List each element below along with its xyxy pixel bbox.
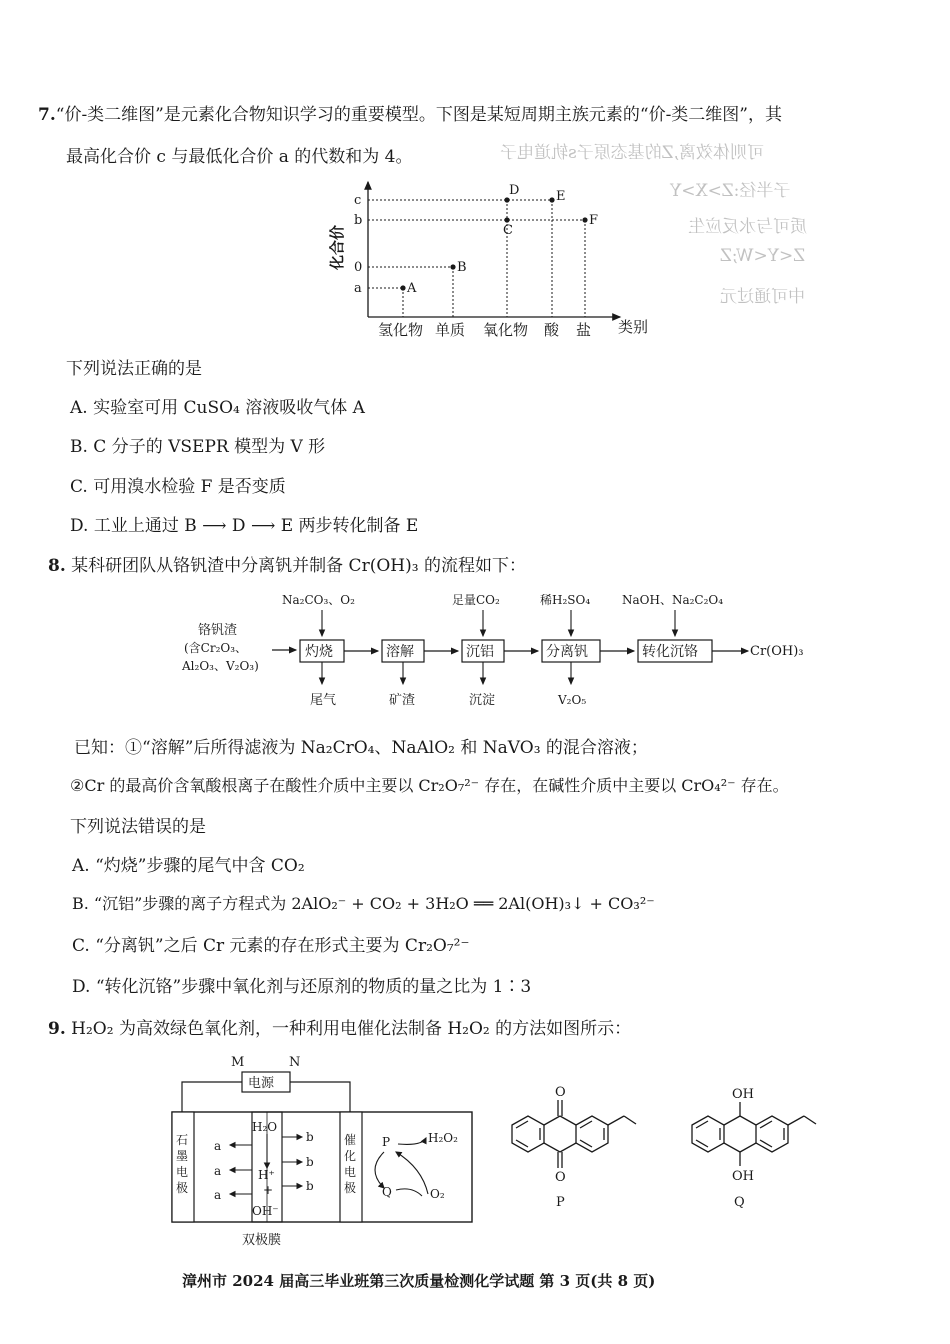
q9-stem-text: H₂O₂ 为高效绿色氧化剂，一种利用电催化法制备 H₂O₂ 的方法如图所示： (71, 1019, 632, 1039)
svg-text:a: a (214, 1164, 222, 1178)
q8-option-a: A. “灼烧”步骤的尾气中含 CO₂ (72, 856, 305, 876)
bleed-line-4: Z<Y<W;Z (720, 246, 806, 266)
q7-ytick-0: 0 (354, 260, 363, 275)
q7-stem-text1: “价-类二维图”是元素化合物知识学习的重要模型。下图是某短周期主族元素的“价-类二维图”，其 (55, 105, 783, 125)
svg-text:石: 石 (176, 1133, 189, 1147)
q9-cycle-o2: O₂ (430, 1187, 445, 1201)
svg-text:b: b (306, 1155, 314, 1169)
q7-option-b: B. C 分子的 VSEPR 模型为 V 形 (70, 437, 326, 457)
q7-xtick-salt: 盐 (576, 321, 592, 339)
svg-text:电: 电 (344, 1165, 357, 1179)
q7-point-A (400, 285, 405, 290)
q7-point-F (582, 217, 587, 222)
q7-label-B: B (457, 260, 467, 275)
svg-text:H⁺: H⁺ (258, 1168, 275, 1182)
q9-mol-P-label: P (556, 1195, 565, 1210)
svg-text:O: O (555, 1085, 566, 1100)
q8-output-3: 沉淀 (469, 693, 496, 708)
svg-text:OH: OH (732, 1169, 754, 1184)
svg-text:a: a (214, 1188, 222, 1202)
svg-text:墨: 墨 (176, 1149, 189, 1163)
q7-prompt: 下列说法正确的是 (66, 359, 202, 379)
q9-stem (48, 1014, 631, 1039)
q9-cell-diagram (160, 1048, 490, 1248)
q7-xtick-element: 单质 (435, 321, 466, 339)
q7-label-A: A (407, 281, 417, 296)
q7-option-a: A. 实验室可用 CuSO₄ 溶液吸收气体 A (70, 398, 365, 418)
q7-point-C (504, 217, 509, 222)
q8-number: 8. (48, 556, 66, 576)
bleed-line-5: 中可通过元 (720, 287, 805, 307)
q9-molecule-P (500, 1080, 650, 1215)
q9-cycle-Q: Q (382, 1185, 392, 1199)
svg-text:b: b (306, 1179, 314, 1193)
bleed-line-3: 质可与水反应生 (688, 217, 807, 237)
q8-known-1: 已知：①“溶解”后所得滤液为 Na₂CrO₄、NaAlO₂ 和 NaVO₃ 的混合溶液； (74, 738, 648, 758)
q8-option-b: B. “沉铝”步骤的离子方程式为 2AlO₂⁻ + CO₂ + 3H₂O ══ 2Al(OH)₃↓ + CO₃²⁻ (72, 894, 655, 913)
svg-text:极: 极 (344, 1181, 357, 1195)
q8-reagent-1: Na₂CO₃、O₂ (282, 593, 355, 607)
q7-ytick-b: b (354, 213, 363, 228)
q8-input-line3: Al₂O₃、V₂O₃) (182, 659, 259, 673)
q8-output-2: 矿渣 (389, 693, 416, 708)
q8-known-2: ②Cr 的最高价含氧酸根离子在酸性介质中主要以 Cr₂O₇²⁻ 存在，在碱性介质中主要以 CrO₄²⁻ 存在。 (70, 776, 789, 795)
svg-text:O: O (555, 1170, 566, 1185)
q8-reagent-2: 足量CO₂ (452, 593, 500, 607)
q8-option-d: D. “转化沉铬”步骤中氧化剂与还原剂的物质的量之比为 1∶3 (72, 977, 532, 997)
svg-text:H₂O: H₂O (252, 1120, 278, 1134)
q8-input-line2: (含Cr₂O₃、 (184, 641, 248, 655)
svg-text:OH⁻: OH⁻ (252, 1204, 279, 1218)
q7-chart (320, 172, 660, 342)
svg-text:电: 电 (176, 1165, 189, 1179)
svg-text:a: a (214, 1139, 222, 1153)
q7-label-F: F (589, 213, 599, 228)
svg-text:溶解: 溶解 (386, 644, 414, 660)
svg-text:极: 极 (176, 1181, 189, 1195)
q7-stem-line2: 最高化合价 c 与最低化合价 a 的代数和为 4。 (66, 147, 413, 167)
q7-ytick-c: c (354, 193, 362, 208)
svg-text:OH: OH (732, 1087, 754, 1102)
svg-text:转化沉铬: 转化沉铬 (642, 644, 698, 660)
q7-option-c: C. 可用溴水检验 F 是否变质 (70, 477, 286, 497)
q9-cycle-h2o2: H₂O₂ (428, 1131, 458, 1145)
q7-ylabel: 化合价 (328, 224, 346, 270)
q8-product: Cr(OH)₃ (750, 644, 804, 659)
q9-cycle-P: P (382, 1135, 391, 1149)
svg-text:b: b (306, 1130, 314, 1144)
q8-stem-text: 某科研团队从铬钒渣中分离钒并制备 Cr(OH)₃ 的流程如下： (71, 556, 526, 576)
svg-text:化: 化 (344, 1149, 357, 1163)
bleed-line-2: 子半径:Z>X>Y (670, 181, 791, 201)
q8-stem (48, 551, 526, 576)
q8-output-4: V₂O₅ (558, 693, 587, 707)
q8-prompt: 下列说法错误的是 (70, 817, 206, 837)
svg-text:催: 催 (344, 1133, 357, 1147)
q8-reagent-4: NaOH、Na₂C₂O₄ (622, 593, 724, 607)
q7-number: 7. (38, 105, 56, 125)
q7-point-D (504, 197, 509, 202)
q7-xtick-hydride: 氢化物 (378, 321, 424, 339)
svg-text:沉铝: 沉铝 (466, 644, 494, 660)
q7-xtick-acid: 酸 (544, 321, 560, 339)
page-footer: 漳州市 2024 届高三毕业班第三次质量检测化学试题 第 3 页(共 8 页) (182, 1272, 656, 1290)
q8-flowchart (170, 586, 820, 716)
svg-text:电源: 电源 (248, 1076, 275, 1091)
q9-number: 9. (48, 1019, 66, 1039)
q7-point-B (450, 264, 455, 269)
q9-molecule-Q (680, 1080, 840, 1215)
q9-M: M (231, 1055, 245, 1070)
q9-mol-Q-label: Q (734, 1195, 745, 1210)
q7-ytick-a: a (354, 281, 362, 296)
q7-point-E (549, 197, 554, 202)
q7-option-d: D. 工业上通过 B ⟶ D ⟶ E 两步转化制备 E (70, 516, 419, 536)
q7-stem-line1 (38, 100, 782, 125)
q9-membrane-label: 双极膜 (242, 1233, 282, 1248)
q7-label-C: C (503, 223, 513, 238)
svg-text:分离钒: 分离钒 (546, 644, 588, 660)
q7-xlabel: 类别 (618, 318, 649, 336)
q7-label-E: E (556, 189, 566, 204)
q8-reagent-3: 稀H₂SO₄ (540, 593, 591, 607)
bleed-line-1: 可则体效离,Z的基态原子s轨道电子 (500, 143, 764, 163)
q7-label-D: D (509, 183, 520, 198)
q7-xtick-oxide: 氧化物 (483, 321, 529, 339)
q8-option-c: C. “分离钒”之后 Cr 元素的存在形式主要为 Cr₂O₇²⁻ (72, 936, 470, 956)
q8-input-line1: 铬钒渣 (198, 623, 238, 638)
q9-N: N (289, 1055, 301, 1070)
svg-text:+: + (263, 1183, 274, 1197)
svg-text:灼烧: 灼烧 (305, 644, 333, 660)
q8-output-1: 尾气 (310, 693, 337, 708)
